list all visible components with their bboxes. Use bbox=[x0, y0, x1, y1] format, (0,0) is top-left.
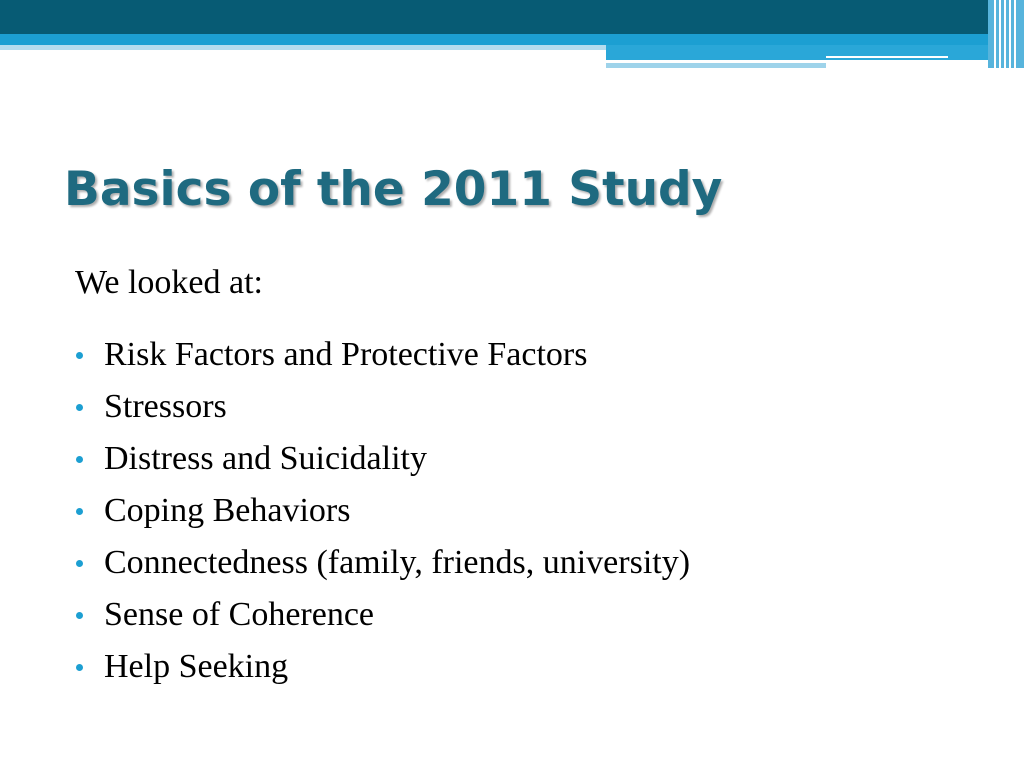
bullet-text: Sense of Coherence bbox=[104, 596, 375, 633]
header-blue-stripe bbox=[0, 34, 1024, 45]
bullet-text: Risk Factors and Protective Factors bbox=[104, 336, 588, 373]
intro-text: We looked at: bbox=[75, 264, 263, 301]
header-vertical-line bbox=[1014, 0, 1016, 68]
bullet-item bbox=[75, 643, 690, 695]
bullet-dot bbox=[76, 612, 83, 619]
header-step-bar-lower bbox=[606, 63, 826, 68]
bullet-list bbox=[75, 331, 690, 695]
header-step-line-upper bbox=[826, 56, 948, 58]
bullet-text: Coping Behaviors bbox=[104, 492, 351, 529]
slide-title: Basics of the 2011 Study bbox=[64, 162, 723, 217]
header-vertical-line bbox=[1009, 0, 1011, 68]
bullet-item bbox=[75, 487, 690, 539]
header-vertical-line bbox=[1004, 0, 1006, 68]
bullet-item bbox=[75, 331, 690, 383]
bullet-item bbox=[75, 435, 690, 487]
bullet-item bbox=[75, 591, 690, 643]
bullet-text: Help Seeking bbox=[104, 648, 289, 685]
bullet-dot bbox=[76, 404, 83, 411]
bullet-dot bbox=[76, 508, 83, 515]
header-step-bar bbox=[606, 45, 1024, 60]
header-vertical-line bbox=[994, 0, 996, 68]
bullet-dot bbox=[76, 352, 83, 359]
bullet-dot bbox=[76, 560, 83, 567]
bullet-text: Stressors bbox=[104, 388, 227, 425]
header-dark-band bbox=[0, 0, 1024, 34]
bullet-item bbox=[75, 539, 690, 591]
bullet-text: Distress and Suicidality bbox=[104, 440, 427, 477]
bullet-dot bbox=[76, 664, 83, 671]
header-pale-stripe bbox=[0, 45, 606, 50]
bullet-text: Connectedness (family, friends, university) bbox=[104, 544, 691, 581]
bullet-item bbox=[75, 383, 690, 435]
bullet-dot bbox=[76, 456, 83, 463]
header-vertical-line bbox=[999, 0, 1001, 68]
